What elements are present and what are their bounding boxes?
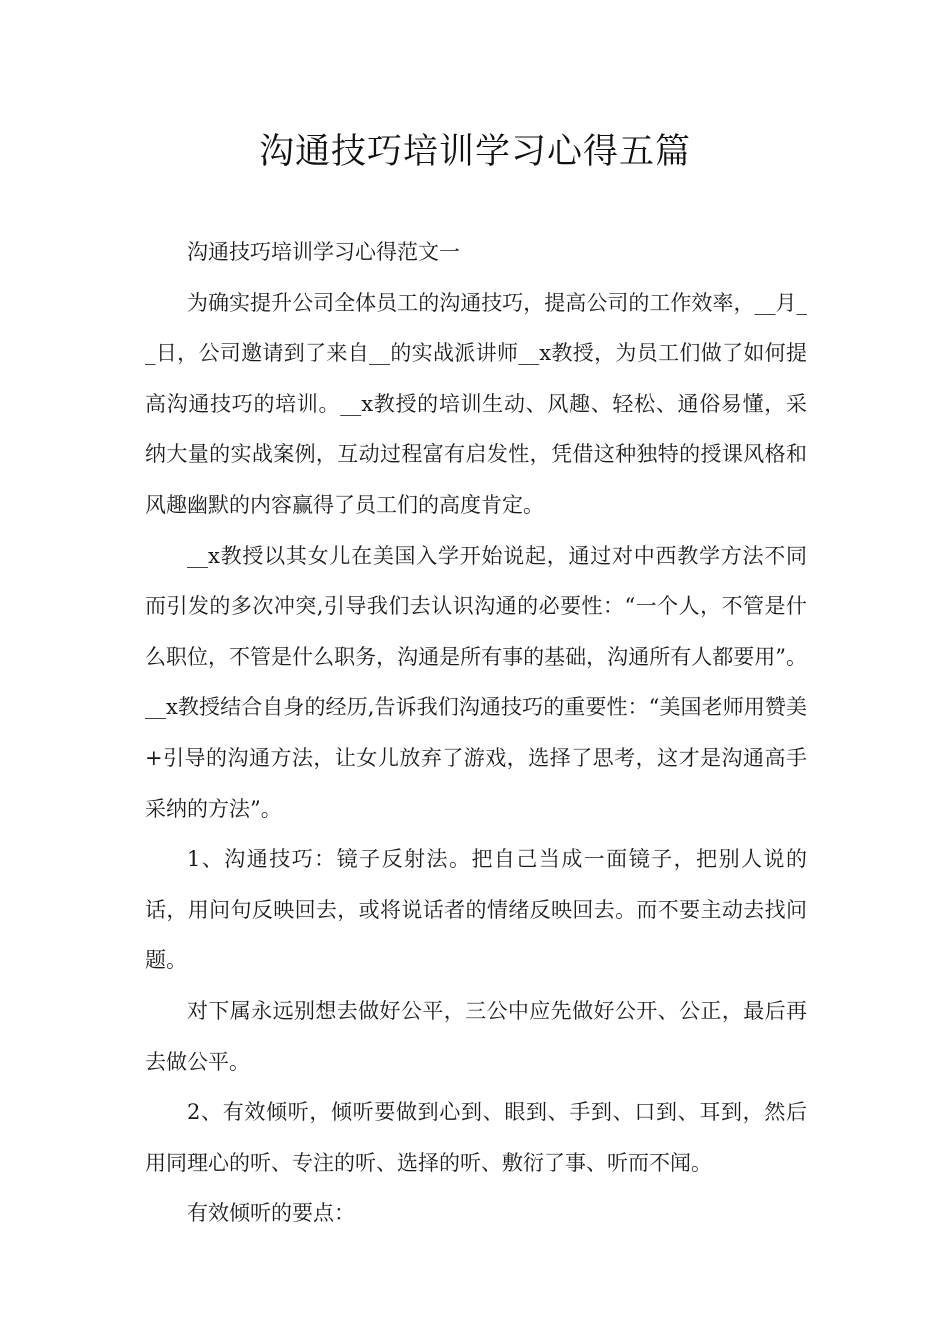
- paragraph: 1、沟通技巧：镜子反射法。把自己当成一面镜子，把别人说的话，用问句反映回去，或将说话者的情绪反映回去。而不要主动去找问题。: [145, 847, 807, 973]
- paragraph: __x教授以其女儿在美国入学开始说起，通过对中西教学方法不同而引发的多次冲突,引导我们去认识沟通的必要性：“一个人，不管是什么职位，不管是什么职务，沟通是所有事的基础，沟通所有人都要用”。__x教授结合自身的经历,告诉我们沟通技巧的重要性：“美国老师用赞美+引导的沟通方法，让女儿放弃了游戏，选择了思考，这才是沟通高手采纳的方法”。: [145, 543, 807, 821]
- paragraph: 2、有效倾听，倾听要做到心到、眼到、手到、口到、耳到，然后用同理心的听、专注的听、选择的听、敷衍了事、听而不闻。: [145, 1100, 807, 1175]
- document-body: [145, 227, 807, 1239]
- section-heading: 沟通技巧培训学习心得范文一: [187, 240, 460, 264]
- paragraph: 为确实提升公司全体员工的沟通技巧，提高公司的工作效率，__月__日，公司邀请到了来自__的实战派讲师__x教授，为员工们做了如何提高沟通技巧的培训。__x教授的培训生动、风趣、轻松、通俗易懂，采纳大量的实战案例，互动过程富有启发性，凭借这种独特的授课风格和风趣幽默的内容赢得了员工们的高度肯定。: [145, 290, 807, 517]
- paragraph: 有效倾听的要点：: [187, 1201, 355, 1226]
- paragraph: 对下属永远别想去做好公平，三公中应先做好公开、公正，最后再去做公平。: [145, 998, 807, 1074]
- document-title: 沟通技巧培训学习心得五篇: [258, 132, 691, 172]
